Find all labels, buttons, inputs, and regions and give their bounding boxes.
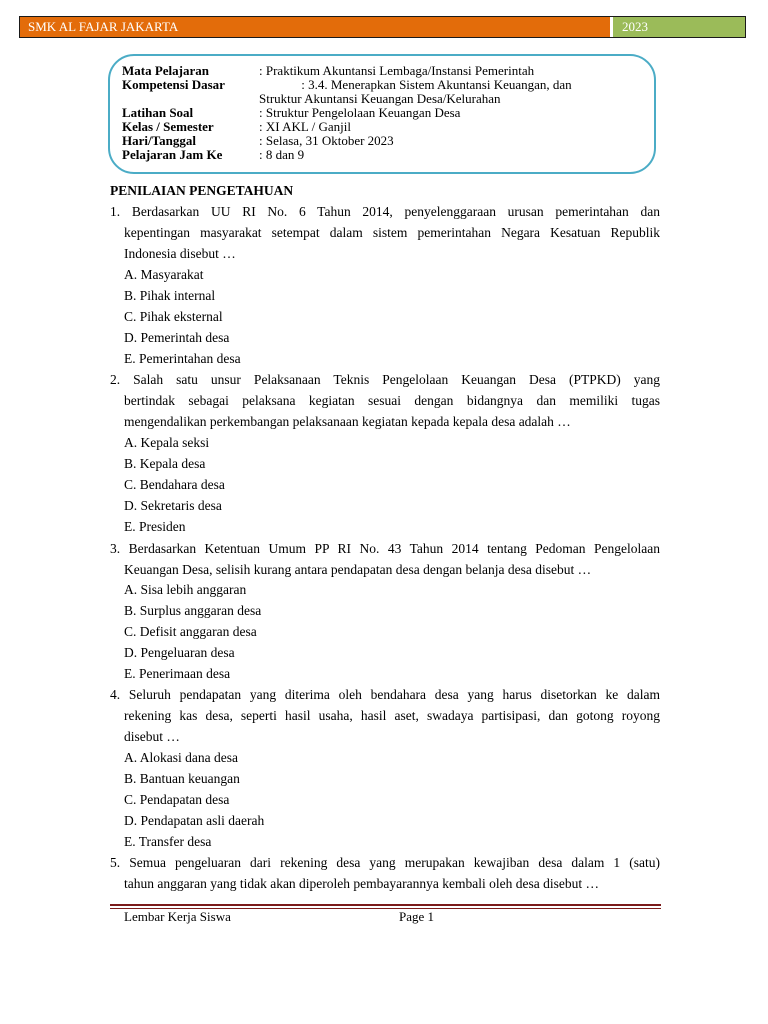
info-value: : 3.4. Menerapkan Sistem Akuntansi Keuangan, dan: [259, 77, 572, 92]
answer-option: E. Penerimaan desa: [124, 666, 231, 682]
section-title: PENILAIAN PENGETAHUAN: [110, 183, 294, 198]
question-text-line: 4. Seluruh pendapatan yang diterima oleh bendahara desa yang harus disetorkan ke dalam: [110, 687, 660, 702]
question-text-line: rekening kas desa, seperti hasil usaha, hasil aset, swadaya partisipasi, dan gotong royong: [124, 708, 660, 723]
answer-option: B. Pihak internal: [124, 288, 216, 304]
answer-option: D. Pendapatan asli daerah: [124, 813, 265, 829]
info-value: : 8 dan 9: [259, 147, 305, 162]
question-text-line: mengendalikan perkembangan pelaksanaan kegiatan kepada kepala desa adalah …: [124, 414, 571, 429]
info-label: Mata Pelajaran: [122, 63, 210, 78]
question-text-line: Indonesia disebut …: [124, 246, 236, 261]
header-year: 2023: [613, 17, 745, 37]
answer-option: D. Pengeluaran desa: [124, 645, 235, 661]
page-number: Page 1: [399, 909, 435, 924]
footer-rule-thick: [110, 904, 661, 906]
info-label: Kelas / Semester: [122, 119, 214, 134]
info-value: : Selasa, 31 Oktober 2023: [259, 133, 394, 148]
answer-option: B. Surplus anggaran desa: [124, 603, 262, 619]
question-text-line: kepentingan masyarakat setempat dalam sistem pemerintahan Negara Kesatuan Republik: [124, 225, 660, 240]
answer-option: E. Presiden: [124, 519, 186, 535]
question-text-line: disebut …: [124, 729, 180, 744]
answer-option: C. Bendahara desa: [124, 477, 225, 493]
question-text-line: 3. Berdasarkan Ketentuan Umum PP RI No. 43 Tahun 2014 tentang Pedoman Pengelolaan: [110, 541, 660, 556]
info-label: Hari/Tanggal: [122, 133, 196, 148]
question-text-line: tahun anggaran yang tidak akan diperoleh pembayarannya kembali oleh desa disebut …: [124, 876, 599, 891]
answer-option: B. Bantuan keuangan: [124, 771, 240, 787]
answer-option: E. Transfer desa: [124, 834, 212, 850]
info-label: Kompetensi Dasar: [122, 77, 225, 92]
info-value: Struktur Akuntansi Keuangan Desa/Kelurahan: [259, 91, 501, 106]
answer-option: C. Pihak eksternal: [124, 309, 223, 325]
question-text-line: Keuangan Desa, selisih kurang antara pendapatan desa dengan belanja desa disebut …: [124, 562, 592, 577]
answer-option: D. Pemerintah desa: [124, 330, 230, 346]
answer-option: A. Kepala seksi: [124, 435, 210, 450]
info-value: : Praktikum Akuntansi Lembaga/Instansi Pemerintah: [259, 63, 535, 78]
question-text-line: bertindak sebagai pelaksana kegiatan sesuai dengan bidangnya dan memiliki tugas: [124, 393, 660, 408]
answer-option: A. Masyarakat: [124, 267, 204, 282]
question-text-line: 5. Semua pengeluaran dari rekening desa yang merupakan kewajiban desa dalam 1 (satu): [110, 855, 660, 870]
header-bar: [19, 16, 746, 38]
answer-option: D. Sekretaris desa: [124, 498, 222, 514]
answer-option: A. Alokasi dana desa: [124, 750, 238, 765]
footer-label: Lembar Kerja Siswa: [124, 909, 231, 924]
info-label: Pelajaran Jam Ke: [122, 147, 223, 162]
answer-option: C. Pendapatan desa: [124, 792, 230, 808]
info-value: : Struktur Pengelolaan Keuangan Desa: [259, 105, 461, 120]
question-text-line: 2. Salah satu unsur Pelaksanaan Teknis Pengelolaan Keuangan Desa (PTPKD) yang: [110, 372, 660, 387]
answer-option: C. Defisit anggaran desa: [124, 624, 257, 640]
question-text-line: 1. Berdasarkan UU RI No. 6 Tahun 2014, penyelenggaraan urusan pemerintahan dan: [110, 204, 660, 219]
answer-option: E. Pemerintahan desa: [124, 351, 241, 367]
answer-option: B. Kepala desa: [124, 456, 206, 472]
school-name: SMK AL FAJAR JAKARTA: [20, 17, 610, 37]
answer-option: A. Sisa lebih anggaran: [124, 582, 247, 597]
info-value: : XI AKL / Ganjil: [259, 119, 351, 134]
info-label: Latihan Soal: [122, 105, 194, 120]
